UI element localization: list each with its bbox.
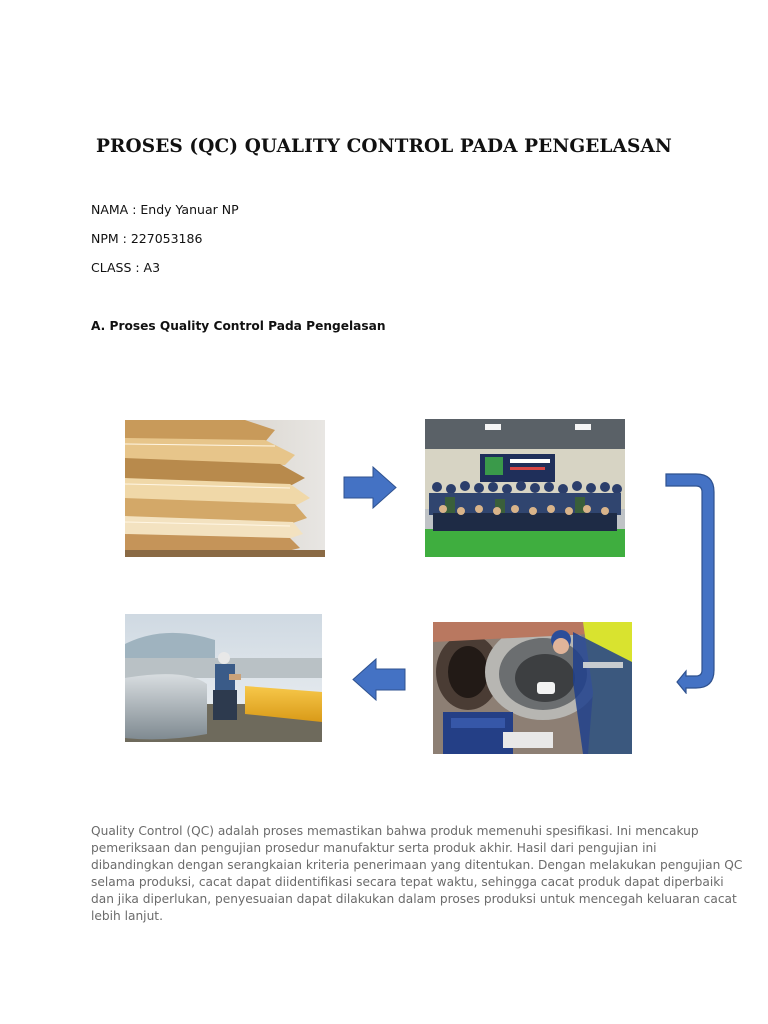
group-photo <box>425 419 625 557</box>
paragraph-line: dan jika diperlukan, penyesuaian dapat dilakukan dalam proses produksi untuk mencegah keluaran cacat <box>91 892 737 906</box>
documents-photo <box>125 420 325 557</box>
paragraph-line: dibandingkan dengan serangkaian kriteria penerimaan yang ditentukan. Dengan melakukan pengujian QC <box>91 858 743 872</box>
class-line: CLASS : A3 <box>91 260 161 275</box>
qc-description-paragraph <box>91 823 743 925</box>
paragraph-line: lebih lanjut. <box>91 909 163 923</box>
paragraph-line: pemeriksaan dan pengujian prosedur manufaktur serta produk akhir. Hasil dari pengujian ini <box>91 841 657 855</box>
npm-line: NPM : 227053186 <box>91 231 203 246</box>
paragraph-line: Quality Control (QC) adalah proses memastikan bahwa produk memenuhi spesifikasi. Ini mencakup <box>91 824 699 838</box>
paragraph-line: selama produksi, cacat dapat diidentifikasi secara tepat waktu, sehingga cacat produk dapat diperbaiki <box>91 875 724 889</box>
arrow-down-curve-icon <box>664 472 718 694</box>
document-title: PROSES (QC) QUALITY CONTROL PADA PENGELASAN <box>96 136 672 157</box>
arrow-left-icon <box>352 658 406 701</box>
pipeline-photo <box>125 614 322 742</box>
name-line: NAMA : Endy Yanuar NP <box>91 202 239 217</box>
section-heading: A. Proses Quality Control Pada Pengelasan <box>91 319 386 333</box>
inspection-photo <box>433 622 632 754</box>
arrow-right-icon <box>343 466 397 509</box>
